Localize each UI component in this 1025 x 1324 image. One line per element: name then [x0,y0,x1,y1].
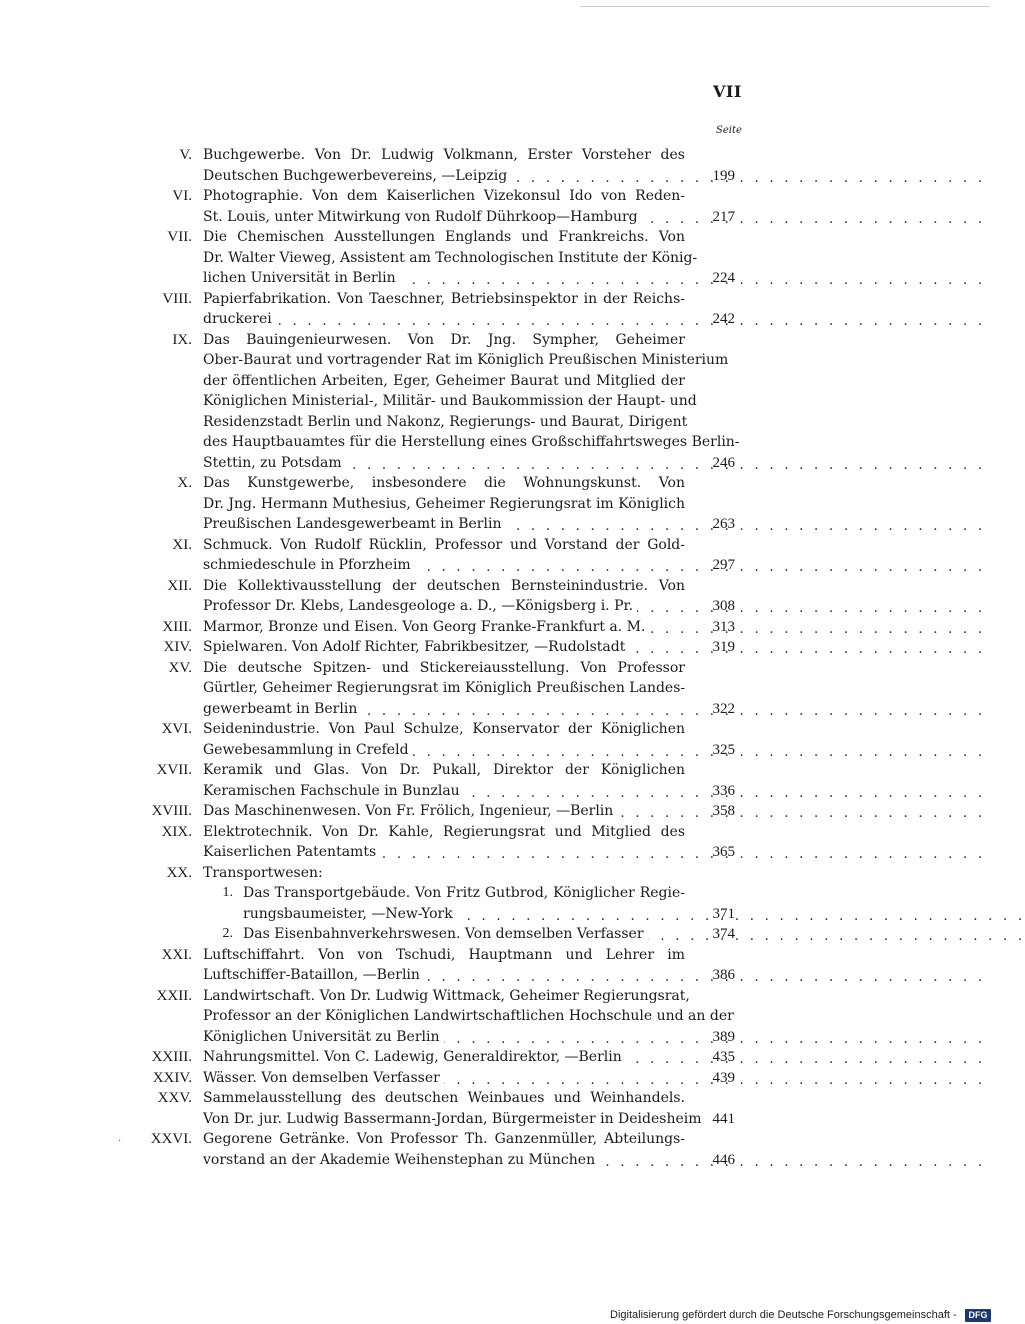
toc-line [0,863,1000,884]
toc-text [203,803,617,819]
footer [560,1309,990,1323]
toc-page-number: 224 [712,270,735,286]
toc-text-content: Sammelausstellung des deutschen Weinbaues und Weinhandels. [203,1090,685,1106]
toc-number: XIV. [163,639,192,655]
toc-text [203,391,697,412]
toc-text-content: Dr. Jng. Hermann Muthesius, Geheimer Regierungsrat im Königlich [203,495,685,512]
toc-line [0,227,1000,248]
toc-text-content: Keramik und Glas. Von Dr. Pukall, Direktor der Königlichen [203,762,685,778]
toc-number: IX. [172,331,192,348]
toc-text [203,412,688,433]
toc-page-number: 365 [712,844,735,860]
toc-entry [0,801,1000,822]
toc-line [0,535,1000,556]
toc-line [0,740,1000,761]
toc-page-number: 374 [712,926,735,942]
toc-text [203,311,276,327]
toc-text-content: gewerbeamt in Berlin [203,699,361,720]
toc-text [203,371,685,392]
toc-text-content: Ober-Baurat und vortragender Rat im Königlich Preußischen Ministerium [203,352,729,368]
toc-text-content: der öffentlichen Arbeiten, Eger, Geheimer Baurat und Mitglied der [203,372,685,389]
toc-text-content: Papierfabrikation. Von Taeschner, Betriebsinspektor in der Reichs- [203,290,685,307]
toc-entry [0,924,1000,945]
toc-line [0,822,1000,843]
toc-line [0,904,1000,925]
toc-line [0,412,1000,433]
toc-number: XXIII. [151,1049,192,1065]
toc-entry [0,986,1000,1048]
toc-text [203,576,685,597]
toc-line [0,186,1000,207]
toc-line [0,1109,1000,1130]
toc-number: X. [177,475,192,491]
toc-line [0,494,1000,515]
toc-text [243,883,685,904]
toc-text-content: Deutschen Buchgewerbevereins, —Leipzig [203,166,511,187]
toc-line [0,432,1000,453]
toc-text-content: Das Kunstgewerbe, insbesondere die Wohnungskunst. Von [203,475,685,491]
toc-text [203,1029,444,1045]
toc-text-content: Spielwaren. Von Adolf Richter, Fabrikbesitzer, —Rudolstadt [203,637,629,658]
column-label-seite: Seite [716,125,742,136]
toc-line [0,207,1000,228]
toc-line [0,289,1000,310]
toc-number: XVI. [161,721,192,737]
toc-number: XXII. [156,987,192,1004]
toc-text [203,986,690,1007]
toc-text-content: Königlichen Ministerial-, Militär- und Baukommission der Haupt- und [203,393,697,409]
toc-text [203,168,511,184]
toc-text [203,473,685,494]
toc-line [0,350,1000,371]
toc-text-content: Die Chemischen Ausstellungen Englands und Frankreichs. Von [203,229,685,245]
toc-text-content: schmiedeschule in Pforzheim [203,555,415,576]
toc-text [203,1152,599,1168]
toc-text [203,639,629,655]
toc-text-content: druckerei [203,309,276,330]
toc-text-content: Luftschiffer-Bataillon, —Berlin [203,965,424,986]
toc-line [0,924,1000,945]
toc-line [0,473,1000,494]
toc-line [0,986,1000,1007]
toc-page-number: 435 [712,1049,735,1065]
toc-text [243,926,648,942]
toc-text [203,557,415,573]
toc-text [203,494,685,515]
toc-text-content: Das Eisenbahnverkehrswesen. Von demselben Verfasser [243,924,648,945]
toc-page-number: 439 [712,1069,735,1086]
toc-number: XXIV. [152,1069,192,1086]
toc-line [0,576,1000,597]
toc-line [0,760,1000,781]
toc-entry [0,145,1000,186]
toc-number: XVIII. [151,803,192,819]
toc-number: XVII. [156,762,192,778]
toc-text [203,535,685,556]
toc-entry [0,289,1000,330]
toc-line [0,1027,1000,1048]
toc-text [203,350,729,371]
toc-text-content: Photographie. Von dem Kaiserlichen Vizekonsul Ido von Reden- [203,188,685,204]
toc-page-number: 246 [712,454,735,471]
toc-text [203,658,685,679]
toc-text-content: Luftschiffahrt. Von von Tschudi, Hauptmann und Lehrer im [203,946,685,963]
toc-text-content: Preußischen Landesgewerbeamt in Berlin [203,514,505,535]
toc-line [0,330,1000,351]
toc-entry [0,1047,1000,1068]
toc-text-content: St. Louis, unter Mitwirkung von Rudolf Dührkoop—Hamburg [203,207,642,228]
toc-line [0,555,1000,576]
toc-line [0,1150,1000,1171]
toc-text [203,289,685,310]
toc-entry [0,1088,1000,1129]
toc-text-content: Schmuck. Von Rudolf Rücklin, Professor und Vorstand der Gold- [203,536,685,553]
toc-page-number: 386 [712,967,735,983]
toc-text [203,783,464,799]
toc-line [0,268,1000,289]
toc-text-content: Das Maschinenwesen. Von Fr. Frölich, Ingenieur, —Berlin [203,801,617,822]
toc-text-content: Gegorene Getränke. Von Professor Th. Ganzenmüller, Abteilungs- [203,1131,685,1147]
toc-text [203,701,361,717]
toc-text [203,863,685,884]
toc-text [203,1088,685,1109]
toc-text-content: Wässer. Von demselben Verfasser [203,1068,444,1089]
toc-page-number: 199 [712,167,735,184]
toc-page-number: 322 [712,700,735,717]
toc-text-content: vorstand an der Akademie Weihenstephan zu München [203,1150,599,1171]
toc-page-number: 319 [712,639,735,655]
toc-line [0,453,1000,474]
toc-text-content: Professor Dr. Klebs, Landesgeologe a. D., —Königsberg i. Pr. [203,596,637,617]
toc-text-content: Die deutsche Spitzen- und Stickereiausstellung. Von Professor [203,659,685,676]
toc-text [203,598,637,614]
page-number: VII [713,82,742,101]
toc-line [0,965,1000,986]
margin-mark: . [118,1133,122,1144]
toc-text [203,186,685,207]
toc-number: XIII. [162,618,192,635]
toc-entry [0,822,1000,863]
toc-number: XV. [168,659,192,676]
toc-line [0,883,1000,904]
toc-subnumber: 1. [222,885,233,900]
toc-line [0,391,1000,412]
toc-text [203,678,685,699]
toc-line [0,1006,1000,1027]
toc-line [0,781,1000,802]
toc-text [203,619,649,635]
toc-text [203,432,740,453]
toc-page-number: 263 [712,516,735,532]
toc-text-content: Keramischen Fachschule in Bunzlau [203,781,464,802]
toc-text-content: Transportwesen: [203,864,323,881]
toc-line [0,166,1000,187]
toc-text-content: Elektrotechnik. Von Dr. Kahle, Regierungsrat und Mitglied des [203,823,685,840]
toc-page-number: 308 [712,598,735,614]
toc-text [203,760,685,781]
toc-text-content: Das Bauingenieurwesen. Von Dr. Jng. Sympher, Geheimer [203,331,685,348]
toc-line [0,1129,1000,1150]
toc-text [203,330,685,351]
toc-text-content: Dr. Walter Vieweg, Assistent am Technologischen Institute der König- [203,249,698,266]
footer-credit: Digitalisierung gefördert durch die Deutsche Forschungsgemeinschaft - [610,1309,957,1321]
toc-number: XX. [166,864,192,881]
toc-entry [0,760,1000,801]
toc-entry [0,863,1000,884]
toc-text [203,742,413,758]
toc-entry [0,637,1000,658]
toc-page-number: 446 [712,1151,735,1168]
toc-entry [0,186,1000,227]
toc-text [203,248,698,269]
toc-number: XXV. [157,1090,192,1106]
toc-line [0,309,1000,330]
toc-number: XIX. [161,823,192,840]
toc-text-content: lichen Universität in Berlin [203,268,400,289]
toc-text-content: Seidenindustrie. Von Paul Schulze, Konservator der Königlichen [203,721,685,737]
table-of-contents [0,145,1000,1170]
toc-text [203,967,424,983]
toc-page-number: 358 [712,803,735,819]
toc-text-content: rungsbaumeister, —New-York [243,904,457,925]
toc-line [0,1047,1000,1068]
toc-page-number: 371 [712,905,735,922]
toc-number: XXI. [161,946,192,963]
toc-number: XI. [172,536,192,553]
toc-text-content: Von Dr. jur. Ludwig Bassermann-Jordan, Bürgermeister in Deidesheim [203,1110,702,1127]
toc-line [0,1068,1000,1089]
top-rule [580,6,990,7]
toc-entry [0,945,1000,986]
toc-number: XII. [167,577,192,594]
toc-text-content: des Hauptbauamtes für die Herstellung eines Großschiffahrtsweges Berlin- [203,434,740,450]
toc-text-content: Kaiserlichen Patentamts [203,842,380,863]
toc-subnumber: 2. [222,926,233,941]
toc-text [203,844,380,860]
toc-entry [0,227,1000,289]
toc-number: VIII. [162,290,192,307]
toc-page-number: 313 [712,618,735,635]
toc-number: VII. [167,229,192,245]
toc-entry [0,617,1000,638]
toc-number: V. [179,147,192,163]
toc-line [0,658,1000,679]
toc-entry [0,658,1000,720]
toc-text-content: Das Transportgebäude. Von Fritz Gutbrod, Königlicher Regie- [243,885,685,901]
toc-text-content: Professor an der Königlichen Landwirtschaftlichen Hochschule und an der [203,1008,734,1024]
toc-text [203,945,685,966]
toc-page-number: 441 [712,1110,735,1127]
toc-line [0,145,1000,166]
toc-text-content: Die Kollektivausstellung der deutschen Bernsteinindustrie. Von [203,577,685,594]
toc-entry [0,576,1000,617]
toc-text [203,227,685,248]
toc-text [203,1109,702,1130]
toc-text [203,822,685,843]
toc-entry [0,1129,1000,1170]
toc-entry [0,330,1000,474]
toc-line [0,945,1000,966]
toc-text [203,209,642,225]
toc-line [0,248,1000,269]
toc-page-number: 242 [712,311,735,327]
toc-text-content: Nahrungsmittel. Von C. Ladewig, Generaldirektor, —Berlin [203,1047,626,1068]
toc-text-content: Residenzstadt Berlin und Nakonz, Regierungs- und Baurat, Dirigent [203,413,688,430]
toc-entry [0,1068,1000,1089]
toc-entry [0,719,1000,760]
toc-line [0,617,1000,638]
toc-line [0,842,1000,863]
toc-entry [0,883,1000,924]
toc-text-content: Stettin, zu Potsdam [203,453,346,474]
toc-entry [0,535,1000,576]
toc-text-content: Marmor, Bronze und Eisen. Von Georg Franke-Frankfurt a. M. [203,617,649,638]
toc-line [0,637,1000,658]
toc-line [0,719,1000,740]
toc-page-number: 297 [712,557,735,573]
toc-entry [0,473,1000,535]
toc-text-content: Gürtler, Geheimer Regierungsrat im Königlich Preußischen Landes- [203,680,686,696]
toc-text-content: Königlichen Universität zu Berlin [203,1027,444,1048]
toc-number: XXVI. [150,1131,192,1147]
toc-text [203,145,685,166]
dfg-logo: DFG [965,1309,991,1322]
toc-number: VI. [172,188,192,204]
toc-text [203,1049,626,1065]
toc-page-number: 217 [712,208,735,225]
toc-text [203,719,685,740]
toc-page-number: 336 [712,782,735,799]
toc-text-content: Gewebesammlung in Crefeld [203,740,413,761]
toc-page-number: 325 [712,741,735,758]
toc-text [203,1129,685,1150]
toc-line [0,371,1000,392]
toc-page-number: 389 [712,1028,735,1045]
toc-text [203,270,400,286]
toc-text [203,1006,734,1027]
toc-text [243,906,457,922]
toc-line [0,514,1000,535]
toc-text-content: Landwirtschaft. Von Dr. Ludwig Wittmack, Geheimer Regierungsrat, [203,987,690,1004]
toc-line [0,699,1000,720]
toc-text [203,455,346,471]
toc-line [0,678,1000,699]
toc-text [203,1070,444,1086]
toc-text-content: Buchgewerbe. Von Dr. Ludwig Volkmann, Erster Vorsteher des [203,147,685,163]
toc-text [203,516,505,532]
toc-line [0,596,1000,617]
toc-line [0,801,1000,822]
toc-line [0,1088,1000,1109]
